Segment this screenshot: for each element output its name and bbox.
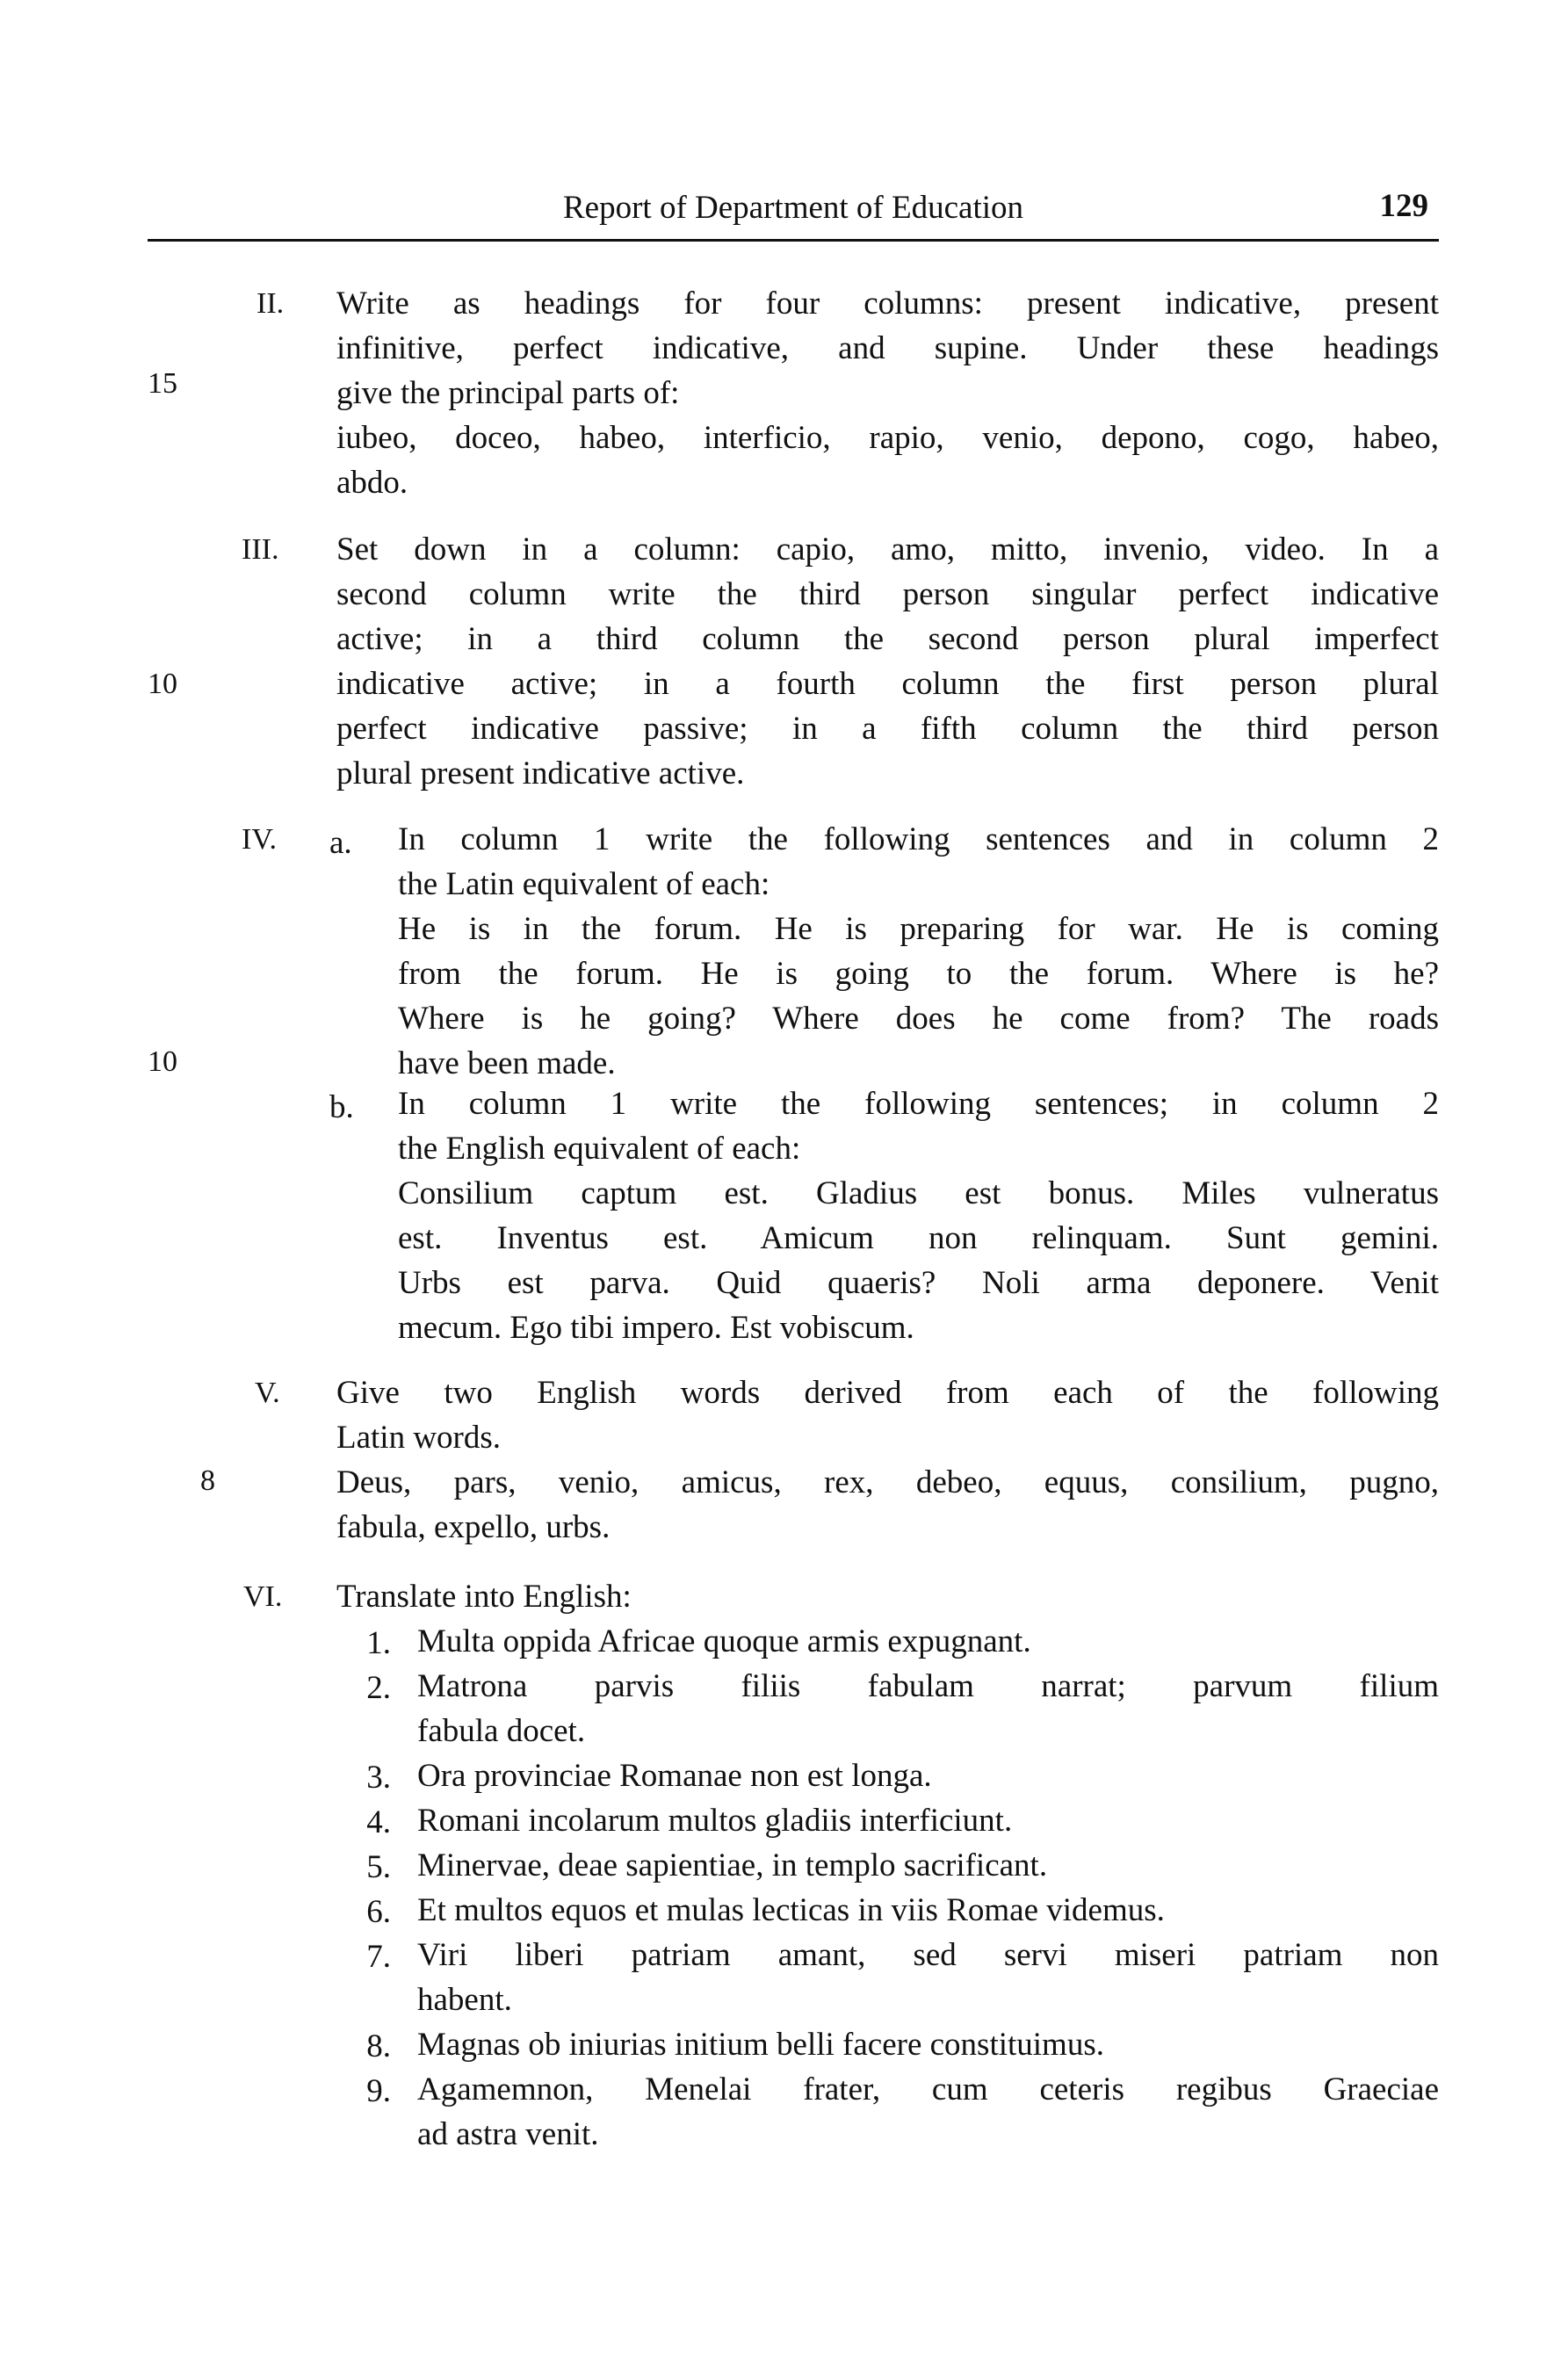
- text-line: Consilium captum est. Gladius est bonus. Miles vulneratus: [398, 1175, 1439, 1211]
- text-line: the English equivalent of each:: [398, 1131, 801, 1167]
- running-title: Report of Department of Education: [563, 190, 1023, 226]
- text-line: give the principal parts of:: [336, 375, 680, 411]
- text-line: est. Inventus est. Amicum non relinquam. Sunt gemini.: [398, 1220, 1439, 1256]
- text-line: Magnas ob iniurias initium belli facere constituimus.: [417, 2027, 1104, 2063]
- item-number: 7.: [366, 1939, 391, 1975]
- text-line: perfect indicative passive; in a fifth column the third person: [336, 711, 1439, 747]
- page-header: [148, 180, 1439, 233]
- item-number: 3.: [366, 1760, 391, 1796]
- section-numeral: VI.: [243, 1580, 283, 1613]
- item-number: 1.: [366, 1625, 391, 1661]
- text-line: Minervae, deae sapientiae, in templo sacrificant.: [417, 1847, 1048, 1883]
- text-line: Write as headings for four columns: present indicative, present: [336, 286, 1439, 322]
- text-line: In column 1 write the following sentences; in column 2: [398, 1086, 1439, 1122]
- text-line: the Latin equivalent of each:: [398, 866, 770, 902]
- item-number: 2.: [366, 1670, 391, 1706]
- text-line: Romani incolarum multos gladiis interficiunt.: [417, 1803, 1013, 1839]
- text-line: Viri liberi patriam amant, sed servi miseri patriam non: [417, 1937, 1439, 1973]
- section-numeral: II.: [257, 287, 285, 320]
- text-line: fabula docet.: [417, 1713, 586, 1749]
- item-number: 9.: [366, 2073, 391, 2109]
- text-line: Et multos equos et mulas lecticas in viis Romae videmus.: [417, 1892, 1165, 1928]
- text-line: Ora provinciae Romanae non est longa.: [417, 1758, 932, 1794]
- text-line: from the forum. He is going to the forum. Where is he?: [398, 956, 1439, 992]
- text-line: infinitive, perfect indicative, and supine. Under these headings: [336, 330, 1439, 366]
- margin-score: 8: [200, 1464, 215, 1497]
- text-line: Where is he going? Where does he come from? The roads: [398, 1001, 1439, 1037]
- text-line: He is in the forum. He is preparing for war. He is coming: [398, 911, 1439, 947]
- margin-score: 15: [148, 367, 177, 400]
- text-line: Latin words.: [336, 1420, 502, 1456]
- text-line: fabula, expello, urbs.: [336, 1509, 611, 1545]
- text-line: abdo.: [336, 465, 408, 501]
- text-line: Set down in a column: capio, amo, mitto, invenio, video. In a: [336, 531, 1439, 568]
- page-number: 129: [1379, 188, 1428, 224]
- text-line: Matrona parvis filiis fabulam narrat; parvum filium: [417, 1668, 1439, 1704]
- text-line: have been made.: [398, 1045, 616, 1081]
- section-numeral: IV.: [242, 823, 277, 856]
- text-line: ad astra venit.: [417, 2116, 599, 2152]
- item-number: 8.: [366, 2028, 391, 2064]
- text-line: Multa oppida Africae quoque armis expugnant.: [417, 1623, 1031, 1659]
- text-line: Agamemnon, Menelai frater, cum ceteris regibus Graeciae: [417, 2071, 1439, 2107]
- text-line: Deus, pars, venio, amicus, rex, debeo, equus, consilium, pugno,: [336, 1464, 1439, 1500]
- text-line: active; in a third column the second person plural imperfect: [336, 621, 1439, 657]
- section-numeral: V.: [255, 1377, 280, 1409]
- text-line: Give two English words derived from each of the following: [336, 1375, 1439, 1411]
- item-label: b.: [329, 1089, 354, 1125]
- text-line: In column 1 write the following sentences and in column 2: [398, 821, 1439, 857]
- section-intro: Translate into English:: [336, 1579, 632, 1615]
- item-label: a.: [329, 825, 352, 861]
- section-numeral: III.: [242, 533, 279, 566]
- header-rule: [148, 239, 1439, 242]
- item-number: 6.: [366, 1894, 391, 1930]
- text-line: second column write the third person singular perfect indicative: [336, 576, 1439, 612]
- item-number: 4.: [366, 1804, 391, 1840]
- text-line: plural present indicative active.: [336, 755, 745, 792]
- item-number: 5.: [366, 1849, 391, 1885]
- text-line: habent.: [417, 1982, 512, 2018]
- margin-score: 10: [148, 668, 177, 700]
- text-line: Urbs est parva. Quid quaeris? Noli arma deponere. Venit: [398, 1265, 1439, 1301]
- text-line: indicative active; in a fourth column the first person plural: [336, 666, 1439, 702]
- text-line: mecum. Ego tibi impero. Est vobiscum.: [398, 1310, 914, 1346]
- text-line: iubeo, doceo, habeo, interficio, rapio, venio, depono, cogo, habeo,: [336, 420, 1439, 456]
- margin-score: 10: [148, 1045, 177, 1078]
